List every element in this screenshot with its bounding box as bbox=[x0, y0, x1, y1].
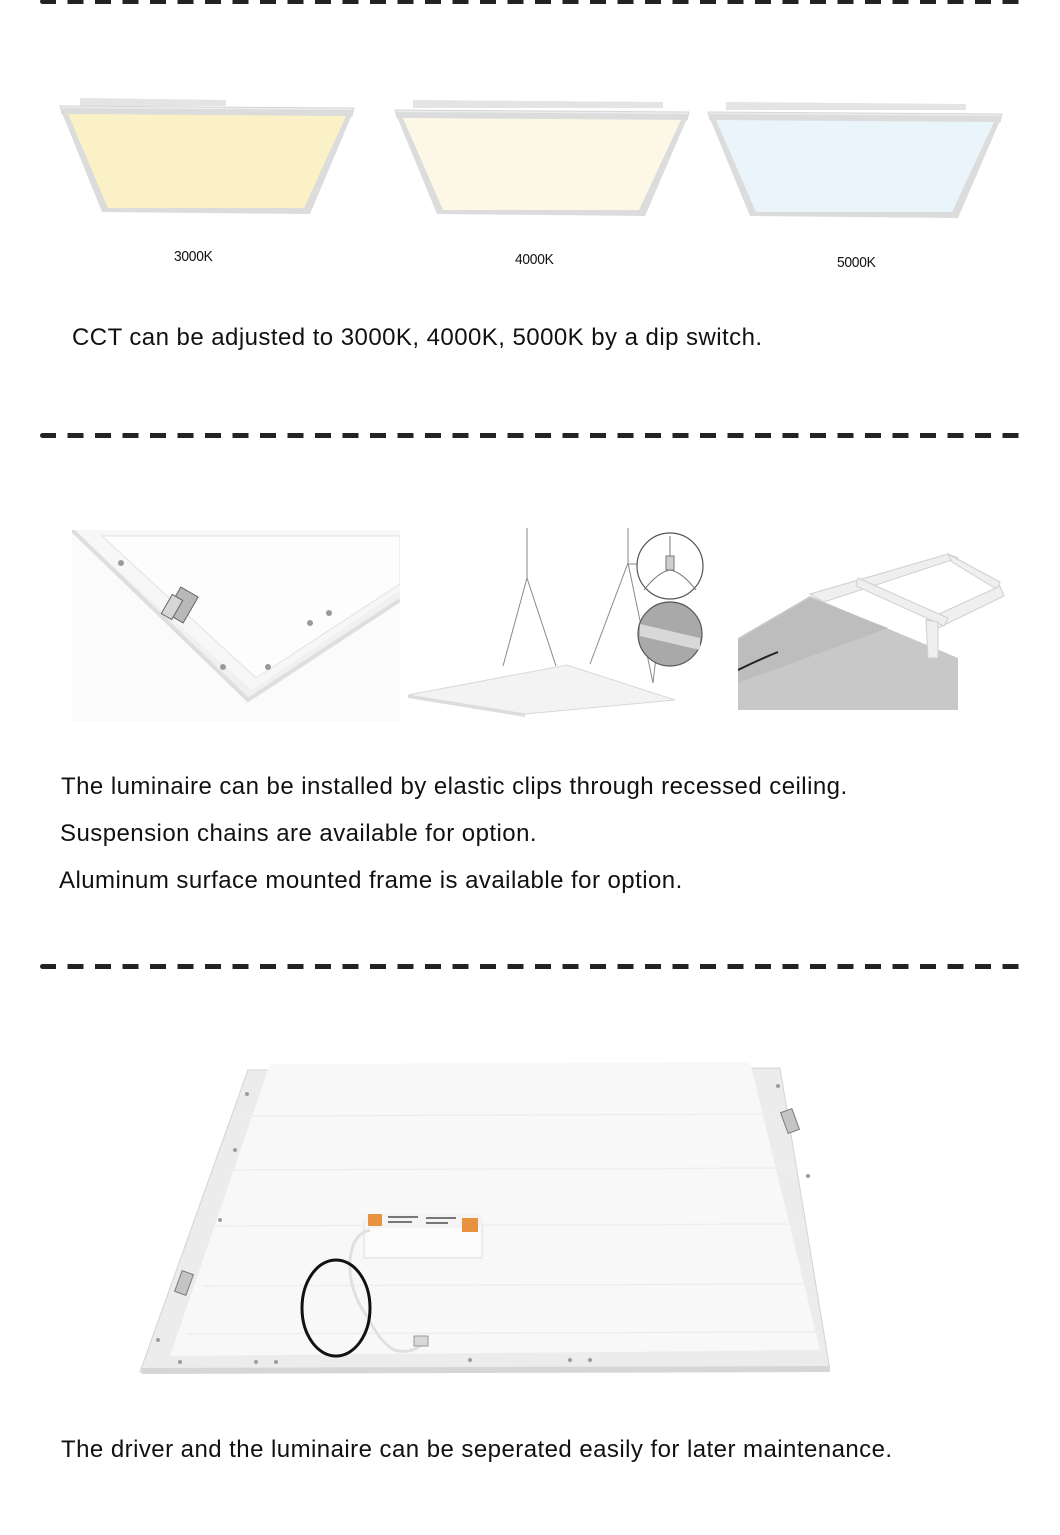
led-panel-3000k-image bbox=[58, 96, 358, 216]
elastic-clip-corner-photo bbox=[72, 530, 400, 722]
panel-back-with-driver-photo bbox=[130, 1050, 830, 1380]
installation-caption-frame: Aluminum surface mounted frame is available for option. bbox=[59, 867, 683, 894]
suspension-kit-photo bbox=[400, 528, 710, 720]
cct-label-3000k: 3000K bbox=[174, 248, 213, 265]
section-divider-1 bbox=[40, 433, 1022, 438]
installation-caption-clips: The luminaire can be installed by elastic clips through recessed ceiling. bbox=[61, 773, 848, 800]
cct-label-4000k: 4000K bbox=[515, 251, 554, 268]
led-panel-5000k-image bbox=[706, 100, 1006, 220]
led-panel-4000k-image bbox=[393, 98, 693, 218]
section-divider-2 bbox=[40, 964, 1022, 969]
section-divider-top bbox=[40, 0, 1022, 4]
installation-caption-suspension: Suspension chains are available for option. bbox=[60, 820, 537, 847]
cct-label-5000k: 5000K bbox=[837, 254, 876, 271]
surface-mount-frame-photo bbox=[738, 548, 1022, 710]
cct-caption: CCT can be adjusted to 3000K, 4000K, 5000K by a dip switch. bbox=[72, 324, 763, 351]
maintenance-caption: The driver and the luminaire can be seperated easily for later maintenance. bbox=[61, 1436, 893, 1463]
